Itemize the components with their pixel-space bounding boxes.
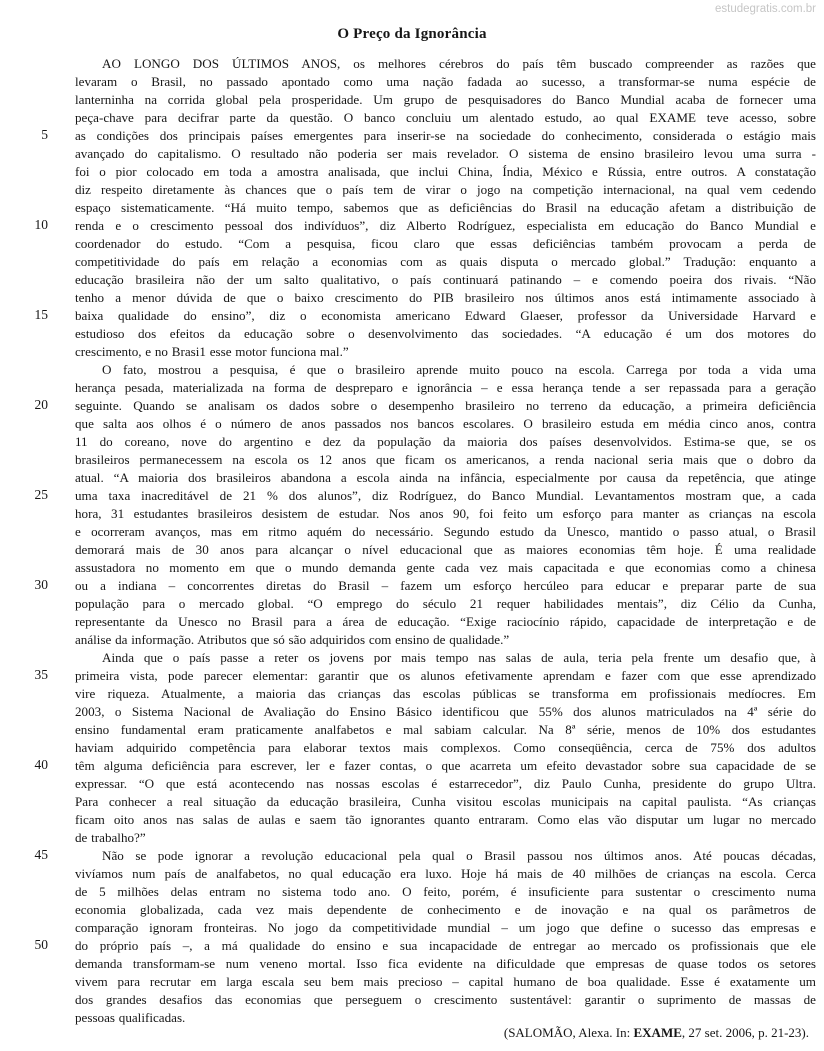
text-line bbox=[0, 919, 824, 937]
line-text: do próprio país –, a má qualidade do ensino e sua incapacidade de entregar ao mercado os profissionais que ele bbox=[75, 938, 816, 953]
text-line bbox=[0, 703, 824, 721]
text-line bbox=[0, 451, 824, 469]
text-line bbox=[0, 379, 824, 397]
text-line bbox=[0, 685, 824, 703]
text-line bbox=[0, 937, 824, 955]
line-text: vivíamos num país de analfabetos, no qual educação era luxo. Hoje há mais de 40 milhões de crianças na escola. Cerca bbox=[75, 866, 816, 881]
line-text: ficam oito anos nas salas de aulas e saem tão ignorantes quanto entraram. Como elas vão disputar um lugar no mercado bbox=[75, 812, 816, 827]
line-text: baixa qualidade do ensino”, diz o economista americano Edward Glaeser, professor da Universidade Harvard e bbox=[75, 308, 816, 323]
line-text: ou a indiana – concorrentes diretas do Brasil – fazem um esforço hercúleo para educar e preparar parte de sua bbox=[75, 578, 816, 593]
text-line bbox=[0, 901, 824, 919]
text-line bbox=[0, 289, 824, 307]
line-text: levaram o Brasil, no passado apontado como uma nação fadada ao sucesso, a transformar-se numa espécie de bbox=[75, 74, 816, 89]
text-line bbox=[0, 325, 824, 343]
page-title: O Preço da Ignorância bbox=[337, 26, 487, 42]
text-line bbox=[0, 667, 824, 685]
text-line bbox=[0, 433, 824, 451]
line-text: tenho a menor dúvida de que o baixo crescimento do PIB brasileiro nos últimos anos está intimamente associado à bbox=[75, 290, 816, 305]
text-line bbox=[0, 865, 824, 883]
line-text: estudioso dos efeitos da educação sobre o desenvolvimento das sociedades. “A educação é um dos motores do bbox=[75, 326, 816, 341]
line-text: ensino fundamental eram praticamente analfabetos e mal sabiam calcular. Na 8ª série, menos de 10% dos estudantes bbox=[75, 722, 816, 737]
text-line bbox=[0, 73, 824, 91]
text-line bbox=[0, 631, 824, 649]
text-line bbox=[0, 577, 824, 595]
line-number: 10 bbox=[34, 217, 48, 232]
text-line bbox=[0, 163, 824, 181]
text-line bbox=[0, 505, 824, 523]
text-line bbox=[0, 217, 824, 235]
line-text: que salta aos olhos é o número de anos passados nos bancos escolares. O brasileiro estuda em média cinco anos, contra bbox=[75, 416, 816, 431]
text-line bbox=[0, 271, 824, 289]
text-line bbox=[0, 883, 824, 901]
text-line bbox=[0, 199, 824, 217]
citation bbox=[504, 1025, 809, 1041]
line-text: educação brasileira não der um salto qualitativo, o país continuará patinando – e comendo poeira dos rivais. “Não bbox=[75, 272, 816, 287]
text-line bbox=[0, 613, 824, 631]
text-line bbox=[0, 469, 824, 487]
line-text: Para conhecer a real situação da educação brasileira, Cunha visitou escolas municipais na capital paulista. “As crianças bbox=[75, 794, 816, 809]
line-text: expressar. “O que está acontecendo nas nossas escolas é estarrecedor”, diz Paulo Cunha, presidente do grupo Ultra. bbox=[75, 776, 816, 791]
text-line bbox=[0, 775, 824, 793]
line-text: dos grandes desafios das economias que perseguem o crescimento sustentável: garantir o suprimento de massas de bbox=[75, 992, 816, 1007]
line-text: e ocorreram avanços, mas em ritmo aquém do necessário. Segundo estudo da Unesco, mantido o passo atual, o Brasil bbox=[75, 524, 816, 539]
line-text: Ainda que o país passe a reter os jovens por mais tempo nas salas de aula, teria pela frente um desafio que, à bbox=[102, 650, 816, 665]
text-line bbox=[0, 829, 824, 847]
line-text: população para o mercado global. “O emprego do século 21 requer habilidades mentais”, diz Célio da Cunha, bbox=[75, 596, 816, 611]
line-number: 40 bbox=[34, 757, 48, 772]
text-line bbox=[0, 595, 824, 613]
text-line bbox=[0, 127, 824, 145]
line-text: de trabalho?” bbox=[75, 830, 146, 845]
text-line bbox=[0, 559, 824, 577]
text-body bbox=[0, 55, 824, 1027]
line-text: vire riqueza. Atualmente, a maioria das crianças das escolas públicas se transforma em profissionais medíocres. Em bbox=[75, 686, 816, 701]
text-line bbox=[0, 793, 824, 811]
line-text: foi o pior colocado em toda a amostra analisada, que inclui China, Índia, México e Rússia, entre outros. A constatação bbox=[75, 164, 816, 179]
line-number: 25 bbox=[34, 487, 48, 502]
text-line bbox=[0, 811, 824, 829]
line-text: avançado do capitalismo. O resultado não poderia ser mais revelador. O sistema de ensino brasileiro levou uma surra - bbox=[75, 146, 816, 161]
line-text: haviam adquirido competência para elaborar textos mais complexos. Como conseqüência, cerca de 75% dos adultos bbox=[75, 740, 816, 755]
line-text: assustadora no momento em que o mundo demanda gente cada vez mais capacitada e que economias como a chinesa bbox=[75, 560, 816, 575]
line-text: pessoas qualificadas. bbox=[75, 1010, 186, 1025]
line-text: espaço sistematicamente. “Há muito tempo, sabemos que as deficiências do Brasil na educação afetam a distribuição de bbox=[75, 200, 816, 215]
line-text: seguinte. Quando se analisam os dados sobre o desempenho brasileiro no terreno da educação, a primeira deficiência bbox=[75, 398, 816, 413]
line-text: Não se pode ignorar a revolução educacional pela qual o Brasil passou nos últimos anos. Até poucas décadas, bbox=[102, 848, 816, 863]
line-text: renda e o crescimento pessoal dos indivíduos”, diz Alberto Rodríguez, especialista em educação do Banco Mundial e bbox=[75, 218, 816, 233]
text-line bbox=[0, 343, 824, 361]
line-text: diz respeito diretamente às chances que o país tem de virar o jogo na competição internacional, na qual vem cedendo bbox=[75, 182, 816, 197]
text-line bbox=[0, 235, 824, 253]
line-number: 20 bbox=[34, 397, 48, 412]
text-line bbox=[0, 361, 824, 379]
text-line bbox=[0, 757, 824, 775]
line-text: AO LONGO DOS ÚLTIMOS ANOS, os melhores cérebros do país têm buscado compreender as razões que bbox=[102, 56, 816, 71]
text-line bbox=[0, 181, 824, 199]
text-line bbox=[0, 847, 824, 865]
text-line bbox=[0, 91, 824, 109]
text-line bbox=[0, 523, 824, 541]
text-line bbox=[0, 955, 824, 973]
text-line bbox=[0, 973, 824, 991]
line-text: 2003, o Sistema Nacional de Avaliação do Ensino Básico identificou que 55% dos alunos matriculados na 4ª série do bbox=[75, 704, 816, 719]
line-text: vivem para recrutar em larga escala seu bem mais precioso – capital humano de boa qualidade. Esse é exatamente um bbox=[75, 974, 816, 989]
line-text: lanterninha na corrida global pela prosperidade. Um grupo de pesquisadores do Banco Mundial acaba de fornecer uma bbox=[75, 92, 816, 107]
line-text: competitividade do país em relação a economias com as quais disputa o mercado global.” Tradução: enquanto a bbox=[75, 254, 816, 269]
line-number: 5 bbox=[41, 127, 48, 142]
text-line bbox=[0, 649, 824, 667]
line-text: peça-chave para decifrar parte da questão. O banco concluiu um alentado estudo, ao qual EXAME teve acesso, sobre bbox=[75, 110, 816, 125]
line-text: análise da informação. Atributos que só são adquiridos com ensino de qualidade.” bbox=[75, 632, 510, 647]
watermark: estudegratis.com.br bbox=[715, 3, 816, 15]
line-text: atual. “A maioria dos brasileiros abandona a escola ainda na infância, especialmente por causa da repetência, que atinge bbox=[75, 470, 816, 485]
line-text: demanda transformam-se num veneno mortal. Isso fica evidente na dificuldade que empresas de quase todos os setores bbox=[75, 956, 816, 971]
line-text: coordenador do estudo. “Com a pesquisa, ficou claro que essas deficiências também provocam a perda de bbox=[75, 236, 816, 251]
line-text: brasileiros permanecessem na escola os 12 anos que ficam os americanos, a renda nacional seria mais que o dobro da bbox=[75, 452, 816, 467]
text-line bbox=[0, 739, 824, 757]
line-text: demorará mais de 30 anos para alcançar o nível educacional que as maiores economias têm hoje. É uma realidade bbox=[75, 542, 816, 557]
line-text: representante da Unesco no Brasil para a área de educação. “Exige raciocínio rápido, capacidade de interpretação e de bbox=[75, 614, 816, 629]
text-line bbox=[0, 721, 824, 739]
line-text: O fato, mostrou a pesquisa, é que o brasileiro aprende muito pouco na escola. Carrega por toda a vida uma bbox=[102, 362, 816, 377]
line-text: 11 do coreano, nove do argentino e dez da população da maioria dos países desenvolvidos. Estima-se que, se os bbox=[75, 434, 816, 449]
line-text: de 5 milhões delas entram no sistema todo ano. O feito, porém, é insuficiente para sustentar o crescimento numa bbox=[75, 884, 816, 899]
line-text: as condições dos principais países emergentes para inserir-se na sociedade do conhecimento, considerada o estágio mais bbox=[75, 128, 816, 143]
line-number: 30 bbox=[34, 577, 48, 592]
line-text: economia globalizada, cada vez mais dependente de conhecimento e de inovação e na qual os parâmetros de bbox=[75, 902, 816, 917]
citation-suffix: , 27 set. 2006, p. 21-23). bbox=[681, 1025, 809, 1040]
citation-prefix: (SALOMÃO, Alexa. In: bbox=[503, 1025, 634, 1040]
line-number: 45 bbox=[34, 847, 48, 862]
line-number: 35 bbox=[34, 667, 48, 682]
citation-journal: EXAME bbox=[633, 1025, 682, 1040]
text-line bbox=[0, 397, 824, 415]
line-text: têm alguma deficiência para escrever, ler e fazer contas, o que acarreta um efeito devastador sobre sua capacidade de se bbox=[75, 758, 816, 773]
line-number: 15 bbox=[34, 307, 48, 322]
line-text: uma taxa inacreditável de 21 % dos alunos”, diz Rodríguez, do Banco Mundial. Levantamentos mostram que, a cada bbox=[75, 488, 816, 503]
text-line bbox=[0, 55, 824, 73]
text-line bbox=[0, 541, 824, 559]
text-line bbox=[0, 487, 824, 505]
text-line bbox=[0, 109, 824, 127]
text-line bbox=[0, 307, 824, 325]
text-line bbox=[0, 145, 824, 163]
line-number: 50 bbox=[34, 937, 48, 952]
text-line bbox=[0, 415, 824, 433]
line-text: comparação ignoram fronteiras. No jogo da competitividade mundial – um jogo que define o sucesso das empresas e bbox=[75, 920, 816, 935]
line-text: crescimento, e no Brasi1 esse motor funciona mal.” bbox=[75, 344, 349, 359]
text-line bbox=[0, 253, 824, 271]
line-text: herança pesada, materializada na forma de despreparo e ignorância – e essa herança tende a ser repassada para a geração bbox=[75, 380, 816, 395]
line-text: primeira vista, pode parecer elementar: garantir que os alunos efetivamente aprendam e fazer com que esse aprendizado bbox=[75, 668, 816, 683]
line-text: hora, 31 estudantes brasileiros desistem de estudar. Nos anos 90, foi feito um esforço para manter as crianças na escola bbox=[75, 506, 816, 521]
text-line bbox=[0, 991, 824, 1009]
